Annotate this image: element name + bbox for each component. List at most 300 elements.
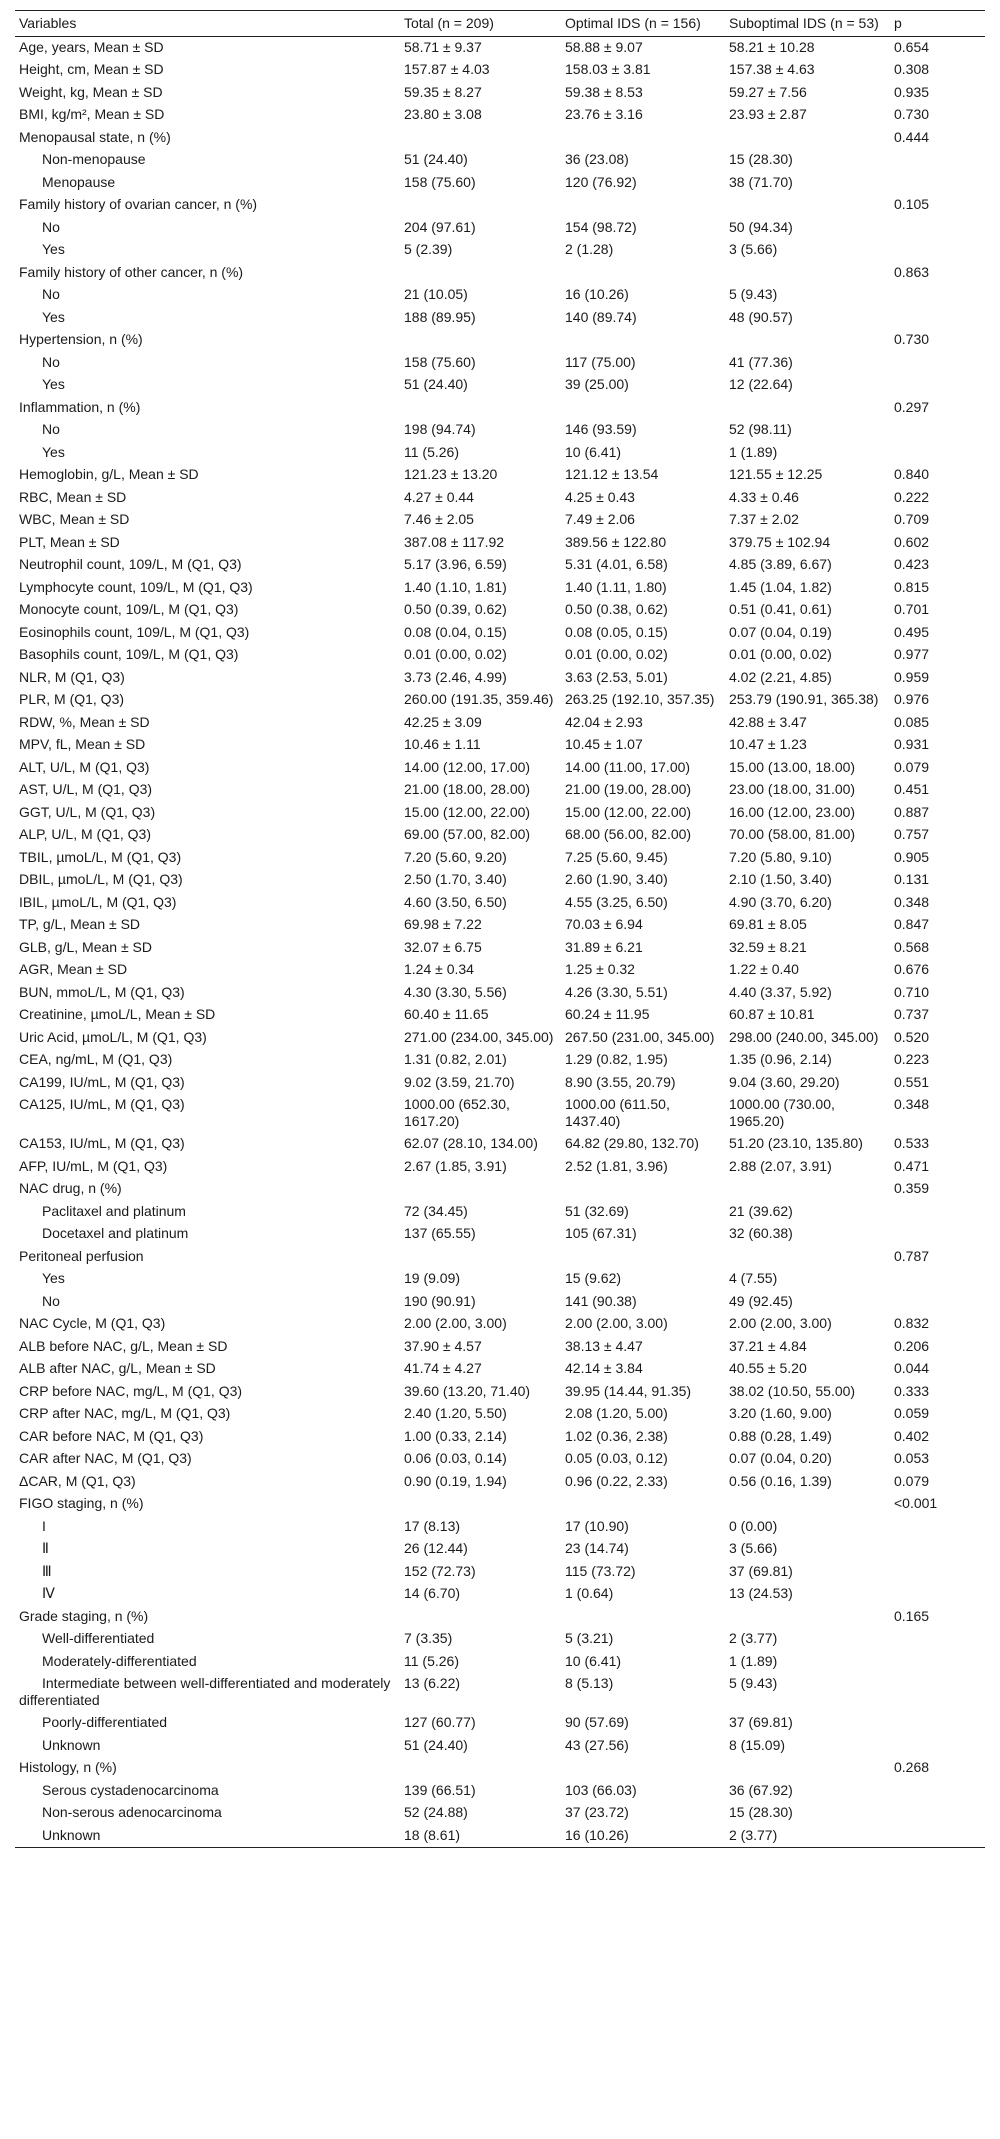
cell-total: 3.73 (2.46, 4.99)	[404, 668, 507, 685]
cell-p-value: 0.520	[894, 1028, 930, 1045]
cell-p-value	[890, 1673, 985, 1712]
cell-variable: GLB, g/L, Mean ± SD	[19, 938, 152, 955]
table-row	[15, 1606, 985, 1629]
cell-variable: NAC drug, n (%)	[19, 1180, 122, 1196]
cell-optimal-ids: 16 (10.26)	[561, 1825, 725, 1848]
cell-p-value: 0.053	[894, 1450, 930, 1466]
cell-total: 1.31 (0.82, 2.01)	[404, 1051, 507, 1067]
cell-optimal-ids: 7.49 ± 2.06	[565, 511, 635, 527]
cell-optimal-ids: 39.95 (14.44, 91.35)	[565, 1382, 692, 1399]
cell-optimal-ids: 39 (25.00)	[565, 376, 629, 392]
cell-p-value: 0.495	[894, 623, 930, 640]
cell-suboptimal-ids: 3 (5.66)	[729, 241, 778, 257]
cell-suboptimal-ids	[725, 1606, 890, 1629]
cell-optimal-ids: 141 (90.38)	[565, 1292, 637, 1309]
cell-suboptimal-ids: 0.01 (0.00, 0.02)	[729, 646, 832, 662]
cell-p-value: 0.044	[894, 1360, 930, 1376]
table-row	[15, 1712, 985, 1735]
cell-variable: Family history of other cancer, n (%)	[19, 263, 244, 280]
cell-suboptimal-ids: 1.35 (0.96, 2.14)	[729, 1051, 832, 1067]
table-row	[15, 577, 985, 600]
cell-p-value	[890, 1628, 985, 1651]
cell-p-value	[890, 1516, 985, 1539]
cell-p-value	[890, 442, 985, 465]
cell-total: 51 (24.40)	[404, 1736, 468, 1753]
cell-p-value: 0.847	[894, 916, 930, 932]
table-row	[15, 554, 985, 577]
cell-total: 121.23 ± 13.20	[404, 466, 498, 482]
cell-suboptimal-ids: 4.85 (3.89, 6.67)	[729, 556, 832, 572]
cell-optimal-ids: 70.03 ± 6.94	[565, 916, 643, 932]
cell-variable: Basophils count, 109/L, M (Q1, Q3)	[19, 646, 239, 662]
cell-suboptimal-ids: 0.07 (0.04, 0.19)	[729, 623, 832, 640]
cell-variable: TBIL, µmoL/L, M (Q1, Q3)	[19, 848, 182, 865]
cell-p-value: 0.333	[894, 1382, 930, 1399]
table-row	[15, 1735, 985, 1758]
cell-p-value: 0.737	[894, 1006, 930, 1022]
cell-optimal-ids: 58.88 ± 9.07	[565, 38, 643, 55]
cell-variable: ΔCAR, M (Q1, Q3)	[19, 1472, 136, 1489]
cell-variable: Family history of ovarian cancer, n (%)	[19, 196, 258, 212]
cell-variable: Weight, kg, Mean ± SD	[19, 83, 163, 100]
cell-total: 0.01 (0.00, 0.02)	[404, 646, 507, 662]
cell-p-value: 0.832	[894, 1315, 930, 1331]
cell-p-value: 0.206	[894, 1337, 930, 1354]
table-row	[15, 644, 985, 667]
cell-optimal-ids: 0.08 (0.05, 0.15)	[565, 623, 668, 640]
cell-variable: No	[42, 286, 60, 302]
cell-optimal-ids: 10.45 ± 1.07	[565, 736, 643, 752]
cell-variable: Menopausal state, n (%)	[19, 128, 171, 145]
cell-optimal-ids: 0.05 (0.03, 0.12)	[565, 1450, 668, 1466]
cell-variable: GGT, U/L, M (Q1, Q3)	[19, 803, 156, 820]
cell-optimal-ids	[561, 1757, 725, 1780]
cell-optimal-ids: 43 (27.56)	[565, 1736, 629, 1753]
cell-p-value	[890, 1538, 985, 1561]
cell-suboptimal-ids: 1 (1.89)	[729, 1652, 778, 1669]
cell-total	[400, 194, 561, 217]
cell-optimal-ids	[561, 194, 725, 217]
cell-variable: Non-serous adenocarcinoma	[42, 1804, 222, 1820]
cell-optimal-ids: 0.01 (0.00, 0.02)	[565, 646, 668, 662]
cell-suboptimal-ids: 41 (77.36)	[729, 353, 793, 370]
cell-optimal-ids: 267.50 (231.00, 345.00)	[565, 1028, 715, 1045]
cell-p-value	[890, 172, 985, 195]
cell-variable: Ⅲ	[42, 1562, 52, 1579]
table-row	[15, 352, 985, 375]
cell-variable: RDW, %, Mean ± SD	[19, 713, 150, 730]
cell-optimal-ids: 389.56 ± 122.80	[565, 533, 667, 550]
cell-total: 14 (6.70)	[404, 1585, 461, 1601]
cell-p-value: 0.787	[894, 1247, 930, 1264]
table-row	[15, 36, 985, 59]
cell-p-value: 0.451	[894, 781, 930, 797]
cell-p-value	[890, 374, 985, 397]
cell-suboptimal-ids	[725, 262, 890, 285]
table-row	[15, 802, 985, 825]
cell-total: 10.46 ± 1.11	[404, 736, 481, 752]
cell-suboptimal-ids: 9.04 (3.60, 29.20)	[729, 1073, 840, 1090]
cell-optimal-ids: 105 (67.31)	[565, 1225, 637, 1241]
cell-variable: Lymphocyte count, 109/L, M (Q1, Q3)	[19, 578, 253, 595]
cell-suboptimal-ids: 38 (71.70)	[729, 173, 793, 190]
table-row	[15, 824, 985, 847]
cell-total: 9.02 (3.59, 21.70)	[404, 1073, 515, 1090]
cell-p-value	[890, 1825, 985, 1848]
table-row	[15, 1448, 985, 1471]
cell-total	[400, 329, 561, 352]
cell-variable: FIGO staging, n (%)	[19, 1495, 144, 1511]
cell-suboptimal-ids: 0.56 (0.16, 1.39)	[729, 1472, 832, 1489]
cell-suboptimal-ids: 37.21 ± 4.84	[729, 1337, 807, 1354]
cell-variable: NLR, M (Q1, Q3)	[19, 668, 125, 685]
cell-p-value	[890, 1561, 985, 1584]
cell-total: 198 (94.74)	[404, 421, 476, 437]
table-row	[15, 622, 985, 645]
cell-variable: AGR, Mean ± SD	[19, 961, 128, 977]
cell-suboptimal-ids: 1 (1.89)	[729, 443, 778, 460]
cell-p-value: 0.602	[894, 533, 930, 550]
cell-variable: CAR before NAC, M (Q1, Q3)	[19, 1427, 204, 1444]
table-row	[15, 284, 985, 307]
cell-variable: TP, g/L, Mean ± SD	[19, 916, 141, 932]
cell-suboptimal-ids	[725, 1178, 890, 1201]
cell-total: 4.27 ± 0.44	[404, 488, 474, 505]
cell-suboptimal-ids: 40.55 ± 5.20	[729, 1360, 807, 1376]
cell-total: 13 (6.22)	[404, 1675, 461, 1691]
cell-total: 2.40 (1.20, 5.50)	[404, 1405, 507, 1421]
cell-optimal-ids: 15 (9.62)	[565, 1270, 622, 1286]
cell-variable: Non-menopause	[42, 151, 146, 167]
cell-variable: CA153, IU/mL, M (Q1, Q3)	[19, 1135, 185, 1151]
cell-suboptimal-ids: 0.51 (0.41, 0.61)	[729, 601, 832, 617]
cell-optimal-ids: 117 (75.00)	[565, 353, 636, 370]
cell-p-value: 0.533	[894, 1135, 930, 1151]
table-row	[15, 1471, 985, 1494]
table-row	[15, 914, 985, 937]
cell-optimal-ids: 4.55 (3.25, 6.50)	[565, 893, 668, 910]
cell-optimal-ids: 15.00 (12.00, 22.00)	[565, 803, 692, 820]
cell-p-value: 0.059	[894, 1405, 930, 1421]
cell-p-value: 0.223	[894, 1051, 930, 1067]
cell-optimal-ids: 3.63 (2.53, 5.01)	[565, 668, 668, 685]
table-row	[15, 869, 985, 892]
cell-suboptimal-ids: 36 (67.92)	[729, 1781, 793, 1798]
cell-variable: Menopause	[42, 173, 116, 190]
cell-p-value: 0.222	[894, 488, 930, 505]
cell-total: 0.06 (0.03, 0.14)	[404, 1450, 507, 1466]
cell-p-value	[890, 1802, 985, 1825]
cell-suboptimal-ids: 13 (24.53)	[729, 1585, 793, 1601]
cell-p-value: <0.001	[894, 1495, 938, 1511]
cell-p-value: 0.131	[894, 871, 930, 887]
cell-optimal-ids: 2.08 (1.20, 5.00)	[565, 1405, 668, 1421]
cell-p-value: 0.359	[894, 1180, 930, 1196]
cell-variable: Eosinophils count, 109/L, M (Q1, Q3)	[19, 623, 250, 640]
cell-variable: CRP before NAC, mg/L, M (Q1, Q3)	[19, 1382, 243, 1399]
header-total: Total (n = 209)	[400, 11, 561, 37]
cell-optimal-ids: 23.76 ± 3.16	[565, 106, 643, 122]
cell-optimal-ids: 1.29 (0.82, 1.95)	[565, 1051, 668, 1067]
table-row	[15, 59, 985, 82]
cell-suboptimal-ids: 0.07 (0.04, 0.20)	[729, 1450, 832, 1466]
cell-p-value: 0.423	[894, 556, 930, 572]
cell-suboptimal-ids: 0.88 (0.28, 1.49)	[729, 1427, 832, 1444]
cell-total: 21 (10.05)	[404, 286, 468, 302]
cell-suboptimal-ids	[725, 194, 890, 217]
cell-suboptimal-ids: 70.00 (58.00, 81.00)	[729, 826, 856, 842]
cell-total: 127 (60.77)	[404, 1714, 476, 1730]
cell-optimal-ids	[561, 329, 725, 352]
cell-suboptimal-ids: 4.33 ± 0.46	[729, 488, 799, 505]
table-container	[15, 10, 985, 1848]
cell-optimal-ids: 4.26 (3.30, 5.51)	[565, 983, 668, 1000]
cell-total: 2.67 (1.85, 3.91)	[404, 1157, 507, 1174]
cell-variable: NAC Cycle, M (Q1, Q3)	[19, 1315, 166, 1331]
cell-suboptimal-ids: 32 (60.38)	[729, 1225, 793, 1241]
table-row	[15, 599, 985, 622]
cell-total: 5.17 (3.96, 6.59)	[404, 556, 507, 572]
cell-total: 7 (3.35)	[404, 1630, 453, 1646]
cell-p-value: 0.959	[894, 668, 930, 685]
cell-optimal-ids: 21.00 (19.00, 28.00)	[565, 781, 692, 797]
cell-optimal-ids: 14.00 (11.00, 17.00)	[565, 758, 691, 775]
cell-suboptimal-ids: 52 (98.11)	[729, 421, 792, 437]
cell-p-value: 0.551	[894, 1073, 930, 1090]
cell-optimal-ids: 59.38 ± 8.53	[565, 83, 643, 100]
cell-suboptimal-ids: 23.93 ± 2.87	[729, 106, 807, 122]
cell-variable: ALP, U/L, M (Q1, Q3)	[19, 826, 152, 842]
table-row	[15, 1223, 985, 1246]
cell-total: 15.00 (12.00, 22.00)	[404, 803, 531, 820]
cell-p-value	[890, 419, 985, 442]
cell-p-value: 0.863	[894, 263, 930, 280]
cell-suboptimal-ids: 5 (9.43)	[729, 286, 778, 302]
cell-optimal-ids: 17 (10.90)	[565, 1517, 629, 1534]
table-row	[15, 1246, 985, 1269]
cell-optimal-ids: 90 (57.69)	[565, 1714, 629, 1730]
cell-total: 5 (2.39)	[404, 241, 453, 257]
cell-p-value	[890, 307, 985, 330]
cell-total: 39.60 (13.20, 71.40)	[404, 1382, 531, 1399]
cell-suboptimal-ids: 3.20 (1.60, 9.00)	[729, 1405, 832, 1421]
cell-variable: Yes	[42, 376, 65, 392]
cell-suboptimal-ids: 2 (3.77)	[725, 1825, 890, 1848]
cell-p-value: 0.730	[894, 106, 930, 122]
cell-p-value: 0.977	[894, 646, 930, 662]
cell-total	[400, 262, 561, 285]
cell-total: 1000.00 (652.30, 1617.20)	[404, 1096, 510, 1129]
cell-suboptimal-ids	[725, 329, 890, 352]
cell-total: 0.90 (0.19, 1.94)	[404, 1472, 507, 1489]
cell-p-value: 0.676	[894, 961, 930, 977]
cell-p-value: 0.348	[894, 1096, 930, 1112]
cell-optimal-ids: 38.13 ± 4.47	[565, 1337, 643, 1354]
cell-p-value: 0.931	[894, 736, 930, 752]
table-row	[15, 532, 985, 555]
cell-optimal-ids: 42.04 ± 2.93	[565, 713, 643, 730]
cell-p-value: 0.887	[894, 803, 930, 820]
cell-total	[400, 1493, 561, 1516]
cell-p-value	[890, 1583, 985, 1606]
cell-optimal-ids: 10 (6.41)	[565, 1652, 622, 1669]
cell-p-value: 0.757	[894, 826, 930, 842]
cell-optimal-ids	[561, 1246, 725, 1269]
cell-variable: Docetaxel and platinum	[42, 1225, 189, 1241]
table-row	[15, 217, 985, 240]
table-row	[15, 1072, 985, 1095]
table-row	[15, 779, 985, 802]
cell-p-value: 0.710	[894, 983, 930, 1000]
cell-suboptimal-ids: 37 (69.81)	[729, 1714, 793, 1730]
cell-optimal-ids: 68.00 (56.00, 82.00)	[565, 826, 692, 842]
cell-optimal-ids: 2.00 (2.00, 3.00)	[565, 1315, 668, 1331]
cell-optimal-ids: 115 (73.72)	[565, 1562, 636, 1579]
cell-p-value	[890, 1201, 985, 1224]
cell-p-value: 0.079	[894, 758, 930, 775]
cell-variable: Age, years, Mean ± SD	[19, 38, 164, 55]
cell-total	[400, 1178, 561, 1201]
cell-suboptimal-ids	[725, 1246, 890, 1269]
cell-p-value: 0.402	[894, 1427, 930, 1444]
cell-variable: IBIL, µmoL/L, M (Q1, Q3)	[19, 893, 177, 910]
cell-suboptimal-ids: 60.87 ± 10.81	[729, 1006, 815, 1022]
cell-suboptimal-ids: 37 (69.81)	[729, 1562, 793, 1579]
cell-total: 387.08 ± 117.92	[404, 533, 505, 550]
table-row	[15, 1757, 985, 1780]
cell-p-value: 0.444	[894, 128, 930, 145]
cell-total: 62.07 (28.10, 134.00)	[404, 1135, 538, 1151]
cell-optimal-ids: 10 (6.41)	[565, 443, 622, 460]
cell-suboptimal-ids: 16.00 (12.00, 23.00)	[729, 803, 856, 820]
cell-optimal-ids: 4.25 ± 0.43	[565, 488, 635, 505]
cell-variable: CEA, ng/mL, M (Q1, Q3)	[19, 1051, 173, 1067]
cell-total: 23.80 ± 3.08	[404, 106, 482, 122]
cell-p-value: 0.815	[894, 578, 930, 595]
cell-suboptimal-ids: 5 (9.43)	[729, 1675, 778, 1691]
cell-optimal-ids: 2.52 (1.81, 3.96)	[565, 1157, 668, 1174]
cell-variable: ALT, U/L, M (Q1, Q3)	[19, 758, 150, 775]
header-p-value: p	[890, 11, 985, 37]
table-row	[15, 487, 985, 510]
cell-variable: Yes	[42, 443, 65, 460]
cell-variable: MPV, fL, Mean ± SD	[19, 736, 146, 752]
cell-total: 58.71 ± 9.37	[404, 38, 482, 55]
cell-suboptimal-ids: 50 (94.34)	[729, 218, 793, 235]
cell-variable: Monocyte count, 109/L, M (Q1, Q3)	[19, 601, 239, 617]
header-variables: Variables	[15, 11, 400, 37]
cell-total: 37.90 ± 4.57	[404, 1337, 482, 1354]
cell-optimal-ids: 5.31 (4.01, 6.58)	[565, 556, 668, 572]
cell-optimal-ids	[561, 1493, 725, 1516]
cell-p-value: 0.085	[894, 713, 930, 730]
cell-suboptimal-ids: 38.02 (10.50, 55.00)	[729, 1382, 856, 1399]
cell-suboptimal-ids: 8 (15.09)	[729, 1736, 786, 1753]
cell-total: 69.98 ± 7.22	[404, 916, 482, 932]
table-row	[15, 667, 985, 690]
cell-variable: Creatinine, µmoL/L, Mean ± SD	[19, 1006, 216, 1022]
cell-variable: Unknown	[15, 1825, 400, 1848]
cell-total	[400, 127, 561, 150]
cell-total: 51 (24.40)	[404, 151, 468, 167]
cell-total: 1.24 ± 0.34	[404, 961, 474, 977]
cell-p-value: 0.165	[894, 1607, 930, 1624]
cell-variable: No	[42, 353, 60, 370]
table-row	[15, 892, 985, 915]
cell-p-value	[890, 149, 985, 172]
cell-total: 7.46 ± 2.05	[404, 511, 474, 527]
cell-suboptimal-ids: 1.45 (1.04, 1.82)	[729, 578, 832, 595]
cell-total: 260.00 (191.35, 359.46)	[404, 691, 554, 707]
table-row	[15, 1651, 985, 1674]
table-row	[15, 1516, 985, 1539]
cell-optimal-ids: 42.14 ± 3.84	[565, 1360, 643, 1376]
cell-total: 52 (24.88)	[404, 1804, 468, 1820]
cell-p-value: 0.976	[894, 691, 930, 707]
cell-variable: WBC, Mean ± SD	[19, 511, 130, 527]
cell-variable: Yes	[42, 1270, 65, 1286]
table-header-row	[15, 11, 985, 37]
cell-suboptimal-ids: 253.79 (190.91, 365.38)	[729, 691, 879, 707]
cell-suboptimal-ids: 42.88 ± 3.47	[729, 713, 807, 730]
cell-total: 69.00 (57.00, 82.00)	[404, 826, 531, 842]
cell-optimal-ids: 16 (10.26)	[565, 286, 629, 302]
cell-p-value	[890, 1291, 985, 1314]
cell-optimal-ids: 23 (14.74)	[565, 1540, 629, 1556]
table-row	[15, 1291, 985, 1314]
cell-variable: AST, U/L, M (Q1, Q3)	[19, 781, 153, 797]
cell-optimal-ids: 37 (23.72)	[565, 1804, 629, 1820]
cell-total: 158 (75.60)	[404, 353, 476, 370]
cell-variable: PLT, Mean ± SD	[19, 533, 120, 550]
cell-variable: Yes	[42, 308, 65, 325]
table-row	[15, 959, 985, 982]
cell-variable: Neutrophil count, 109/L, M (Q1, Q3)	[19, 556, 242, 572]
table-row	[15, 1628, 985, 1651]
table-row	[15, 1049, 985, 1072]
cell-optimal-ids: 1.02 (0.36, 2.38)	[565, 1427, 668, 1444]
table-row	[15, 82, 985, 105]
cell-total: 19 (9.09)	[404, 1270, 461, 1286]
table-row	[15, 937, 985, 960]
cell-variable: Moderately-differentiated	[42, 1652, 197, 1669]
cell-variable: Inflammation, n (%)	[19, 398, 141, 415]
cell-optimal-ids	[561, 127, 725, 150]
table-row	[15, 307, 985, 330]
cell-total: 4.30 (3.30, 5.56)	[404, 983, 507, 1000]
table-row	[15, 1313, 985, 1336]
table-row	[15, 1538, 985, 1561]
cell-optimal-ids: 0.96 (0.22, 2.33)	[565, 1472, 668, 1489]
table-row	[15, 374, 985, 397]
cell-total: 157.87 ± 4.03	[404, 61, 490, 77]
table-row	[15, 1802, 985, 1825]
cell-suboptimal-ids: 51.20 (23.10, 135.80)	[729, 1135, 863, 1151]
cell-variable: Ⅱ	[42, 1540, 49, 1556]
cell-variable: I	[42, 1517, 46, 1534]
cell-variable: BMI, kg/m², Mean ± SD	[19, 106, 165, 122]
cell-total: 72 (34.45)	[404, 1202, 468, 1219]
cell-suboptimal-ids: 10.47 ± 1.23	[729, 736, 807, 752]
table-row	[15, 104, 985, 127]
cell-optimal-ids: 1000.00 (611.50, 1437.40)	[565, 1096, 670, 1129]
cell-total: 204 (97.61)	[404, 218, 476, 235]
cell-p-value: 0.568	[894, 938, 930, 955]
table-row	[15, 1178, 985, 1201]
cell-optimal-ids: 1 (0.64)	[565, 1585, 614, 1601]
cell-suboptimal-ids: 1000.00 (730.00, 1965.20)	[729, 1096, 835, 1129]
cell-p-value: 0.701	[894, 601, 930, 617]
